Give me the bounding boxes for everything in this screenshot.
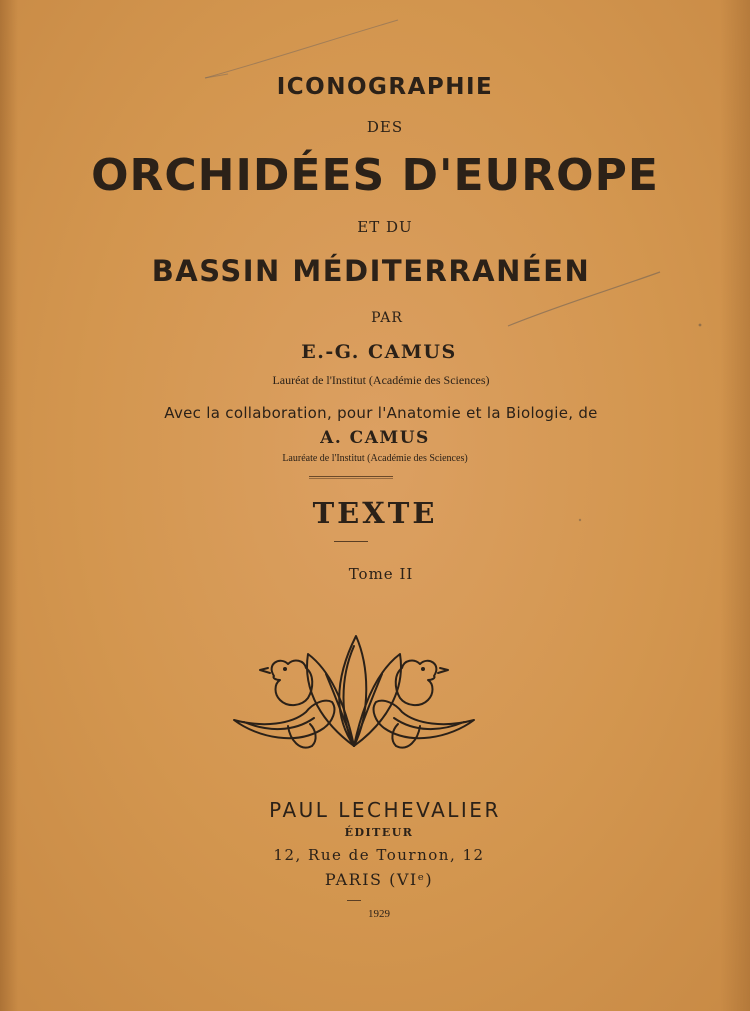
short-divider — [334, 541, 368, 542]
title-des: DES — [366, 118, 404, 136]
collaboration-line: Avec la collaboration, pour l'Anatomie et la Biologie, de — [164, 404, 598, 422]
divider-rule-double — [309, 478, 393, 479]
author-name: E.-G. CAMUS — [301, 341, 457, 363]
title-et-du: ET DU — [357, 218, 413, 236]
coauthor-name: A. CAMUS — [320, 428, 430, 448]
publisher-role: ÉDITEUR — [344, 826, 414, 839]
tome-label: Tome II — [348, 565, 414, 583]
title-iconographie: ICONOGRAPHIE — [276, 74, 494, 100]
orchid-birds-ornament-icon — [228, 628, 480, 756]
section-title: TEXTE — [312, 496, 438, 530]
title-main: ORCHIDÉES D'EUROPE — [91, 150, 659, 201]
author-title: Lauréat de l'Institut (Académie des Sciences) — [272, 373, 490, 387]
publisher-name: PAUL LECHEVALIER — [269, 798, 501, 822]
divider-rule — [309, 476, 393, 477]
publication-year: 1929 — [368, 908, 390, 920]
publisher-city: PARIS (VIᵉ) — [324, 870, 434, 889]
publisher-address: 12, Rue de Tournon, 12 — [273, 846, 485, 864]
coauthor-title: Lauréate de l'Institut (Académie des Sciences) — [282, 453, 468, 464]
year-divider — [347, 900, 361, 901]
title-bassin: BASSIN MÉDITERRANÉEN — [151, 254, 591, 288]
byline-par: PAR — [371, 310, 403, 326]
